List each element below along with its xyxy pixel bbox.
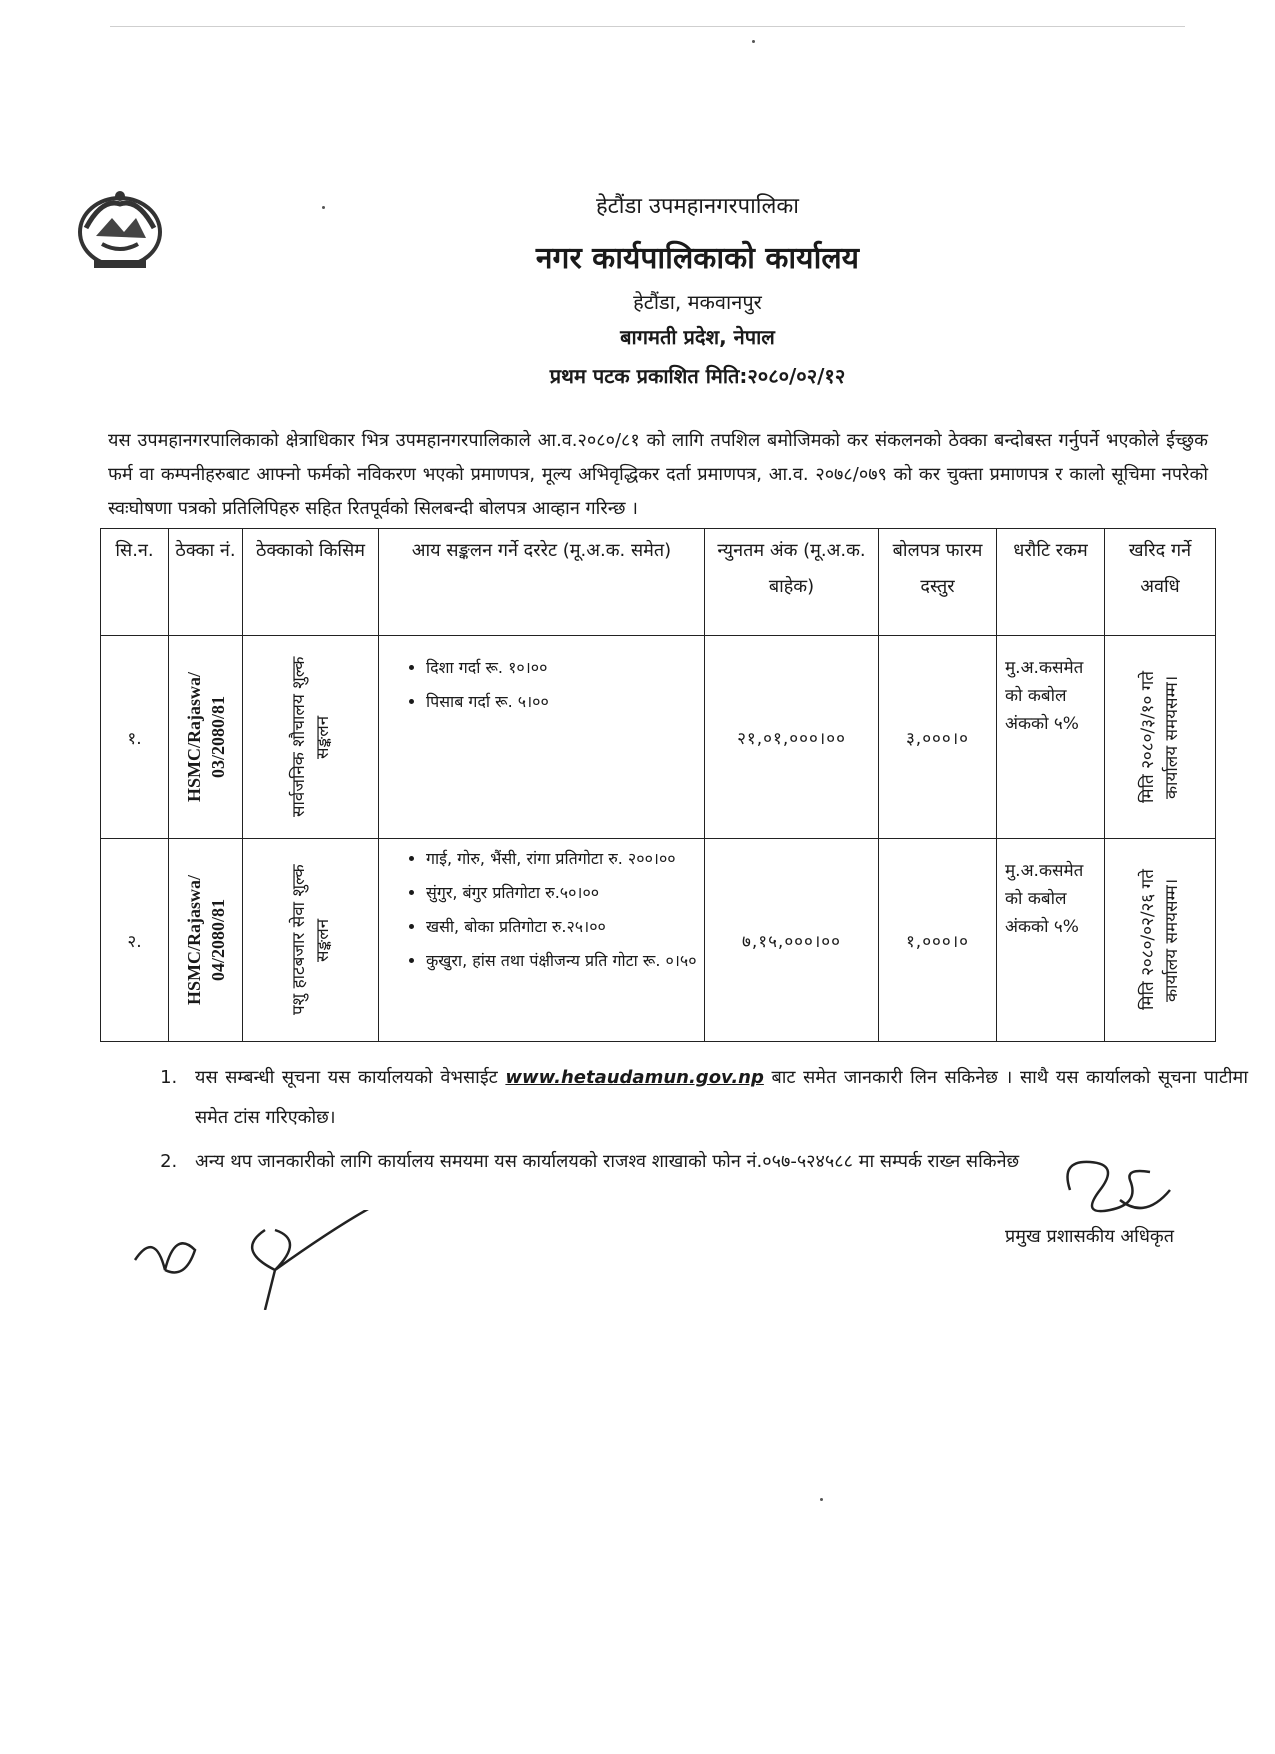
row-rates-cell [379, 636, 705, 839]
office-title: नगर कार्यपालिकाको कार्यालय [535, 241, 860, 276]
rate-list [380, 842, 703, 978]
scan-edge-line [110, 26, 1185, 27]
row-contract-no: HSMC/Rajaswa/ 04/2080/81 [183, 875, 228, 1005]
row-minimum: २१,०१,०००।०० [705, 636, 879, 839]
office-province: बागमती प्रदेश, नेपाल [620, 325, 775, 349]
row-form-fee: ३,०००।० [879, 636, 997, 839]
table-row [101, 636, 1216, 839]
row-type-cell [243, 839, 379, 1042]
col-header-type: ठेक्काको किसिम [243, 529, 379, 636]
table-header-row [101, 529, 1216, 636]
col-header-sn: सि.न. [101, 529, 169, 636]
note-text: बाट समेत जानकारी लिन सकिनेछ । साथै यस कार्यालको सूचना पाटीमा समेत टांस गरिएकोछ। [195, 1067, 1248, 1128]
row-contract-no: HSMC/Rajaswa/ 03/2080/81 [183, 672, 228, 802]
officer-signature [1050, 1150, 1180, 1230]
row-deposit: मु.अ.कसमेत को कबोल अंकको ५% [997, 839, 1105, 1042]
col-header-contract-no: ठेक्का नं. [169, 529, 243, 636]
rate-item: • खसी, बोका प्रतिगोटा रु.२५।०० [426, 910, 703, 944]
website-link[interactable]: www.hetaudamun.gov.np [505, 1067, 764, 1088]
col-header-deposit: धरौटि रकम [997, 529, 1105, 636]
row-contract-no-cell [169, 636, 243, 839]
notice-intro: यस उपमहानगरपालिकाको क्षेत्राधिकार भित्र उपमहानगरपालिकाले आ.व.२०८०/८१ को लागि तपशिल बमोजिमको कर संकलनको ठेक्का बन्दोबस्त गर्नुपर्ने भएकोले ईच्छुक फर्म वा कम्पनीहरुबाट आफ्नो फर्मको नविकरण भएको प्रमाणपत्र, मूल्य अभिवृद्धिकर दर्ता प्रमाणपत्र, आ.व. २०७८/०७९ को कर चुक्ता प्रमाणपत्र र कालो सूचिमा नपरेको स्वःघोषणा पत्रको प्रतिलिपिहरु सहित रितपूर्वको सिलबन्दी बोलपत्र आव्हान गरिन्छ । [108, 430, 1208, 519]
row-type: पशु हाटबजार सेवा शुल्क सङ्कलन [288, 864, 333, 1016]
row-contract-no-cell [169, 839, 243, 1042]
rate-item: • पिसाब गर्दा रू. ५।०० [426, 685, 703, 719]
col-header-period: खरिद गर्ने अवधि [1105, 529, 1216, 636]
row-type: सार्वजनिक शौचालय शुल्क सङ्कलन [288, 656, 333, 818]
note-text: यस सम्बन्धी सूचना यस कार्यालयको वेभसाईट [195, 1067, 506, 1088]
office-city: हेटौंडा, मकवानपुर [633, 290, 762, 314]
note-item [183, 1058, 1248, 1138]
row-period: मिति २०८०/३/१० गते कार्यालय समयसम्म। [1138, 670, 1182, 804]
scan-speck [820, 1498, 823, 1501]
row-deposit: मु.अ.कसमेत को कबोल अंकको ५% [997, 636, 1105, 839]
tender-table [100, 528, 1216, 1042]
row-period-cell [1105, 636, 1216, 839]
row-period: मिति २०८०/०२/२६ गते कार्यालय समयसम्म। [1138, 869, 1182, 1011]
scan-speck [752, 40, 755, 43]
row-form-fee: १,०००।० [879, 839, 997, 1042]
table-row [101, 839, 1216, 1042]
row-period-cell [1105, 839, 1216, 1042]
row-sn: १. [101, 636, 169, 839]
row-type-cell [243, 636, 379, 839]
municipality-name: हेटौंडा उपमहानगरपालिका [595, 194, 799, 219]
row-rates-cell [379, 839, 705, 1042]
col-header-rates: आय सङ्कलन गर्ने दररेट (मू.अ.क. समेत) [379, 529, 705, 636]
note-item: 2. अन्य थप जानकारीको लागि कार्यालय समयमा यस कार्यालयको राजश्व शाखाको फोन नं.०५७-५२४५८८ मा सम्पर्क राख्न सकिनेछ [183, 1142, 1248, 1182]
publication-date: प्रथम पटक प्रकाशित मिति:२०८०/०२/१२ [549, 364, 846, 388]
col-header-minimum: न्युनतम अंक (मू.अ.क. बाहेक) [705, 529, 879, 636]
rate-list [380, 651, 703, 719]
signatory-title: प्रमुख प्रशासकीय अधिकृत [1005, 1226, 1174, 1247]
rate-item: • सुंगुर, बंगुर प्रतिगोटा रु.५०।०० [426, 876, 703, 910]
witness-signatures [125, 1210, 385, 1310]
row-sn: २. [101, 839, 169, 1042]
rate-item: • कुखुरा, हांस तथा पंक्षीजन्य प्रति गोटा रू. ०।५० [426, 944, 703, 978]
rate-item: • दिशा गर्दा रू. १०।०० [426, 651, 703, 685]
row-minimum: ७,१५,०००।०० [705, 839, 879, 1042]
col-header-form-fee: बोलपत्र फारम दस्तुर [879, 529, 997, 636]
rate-item: • गाई, गोरु, भैंसी, रांगा प्रतिगोटा रु. २००।०० [426, 842, 703, 876]
